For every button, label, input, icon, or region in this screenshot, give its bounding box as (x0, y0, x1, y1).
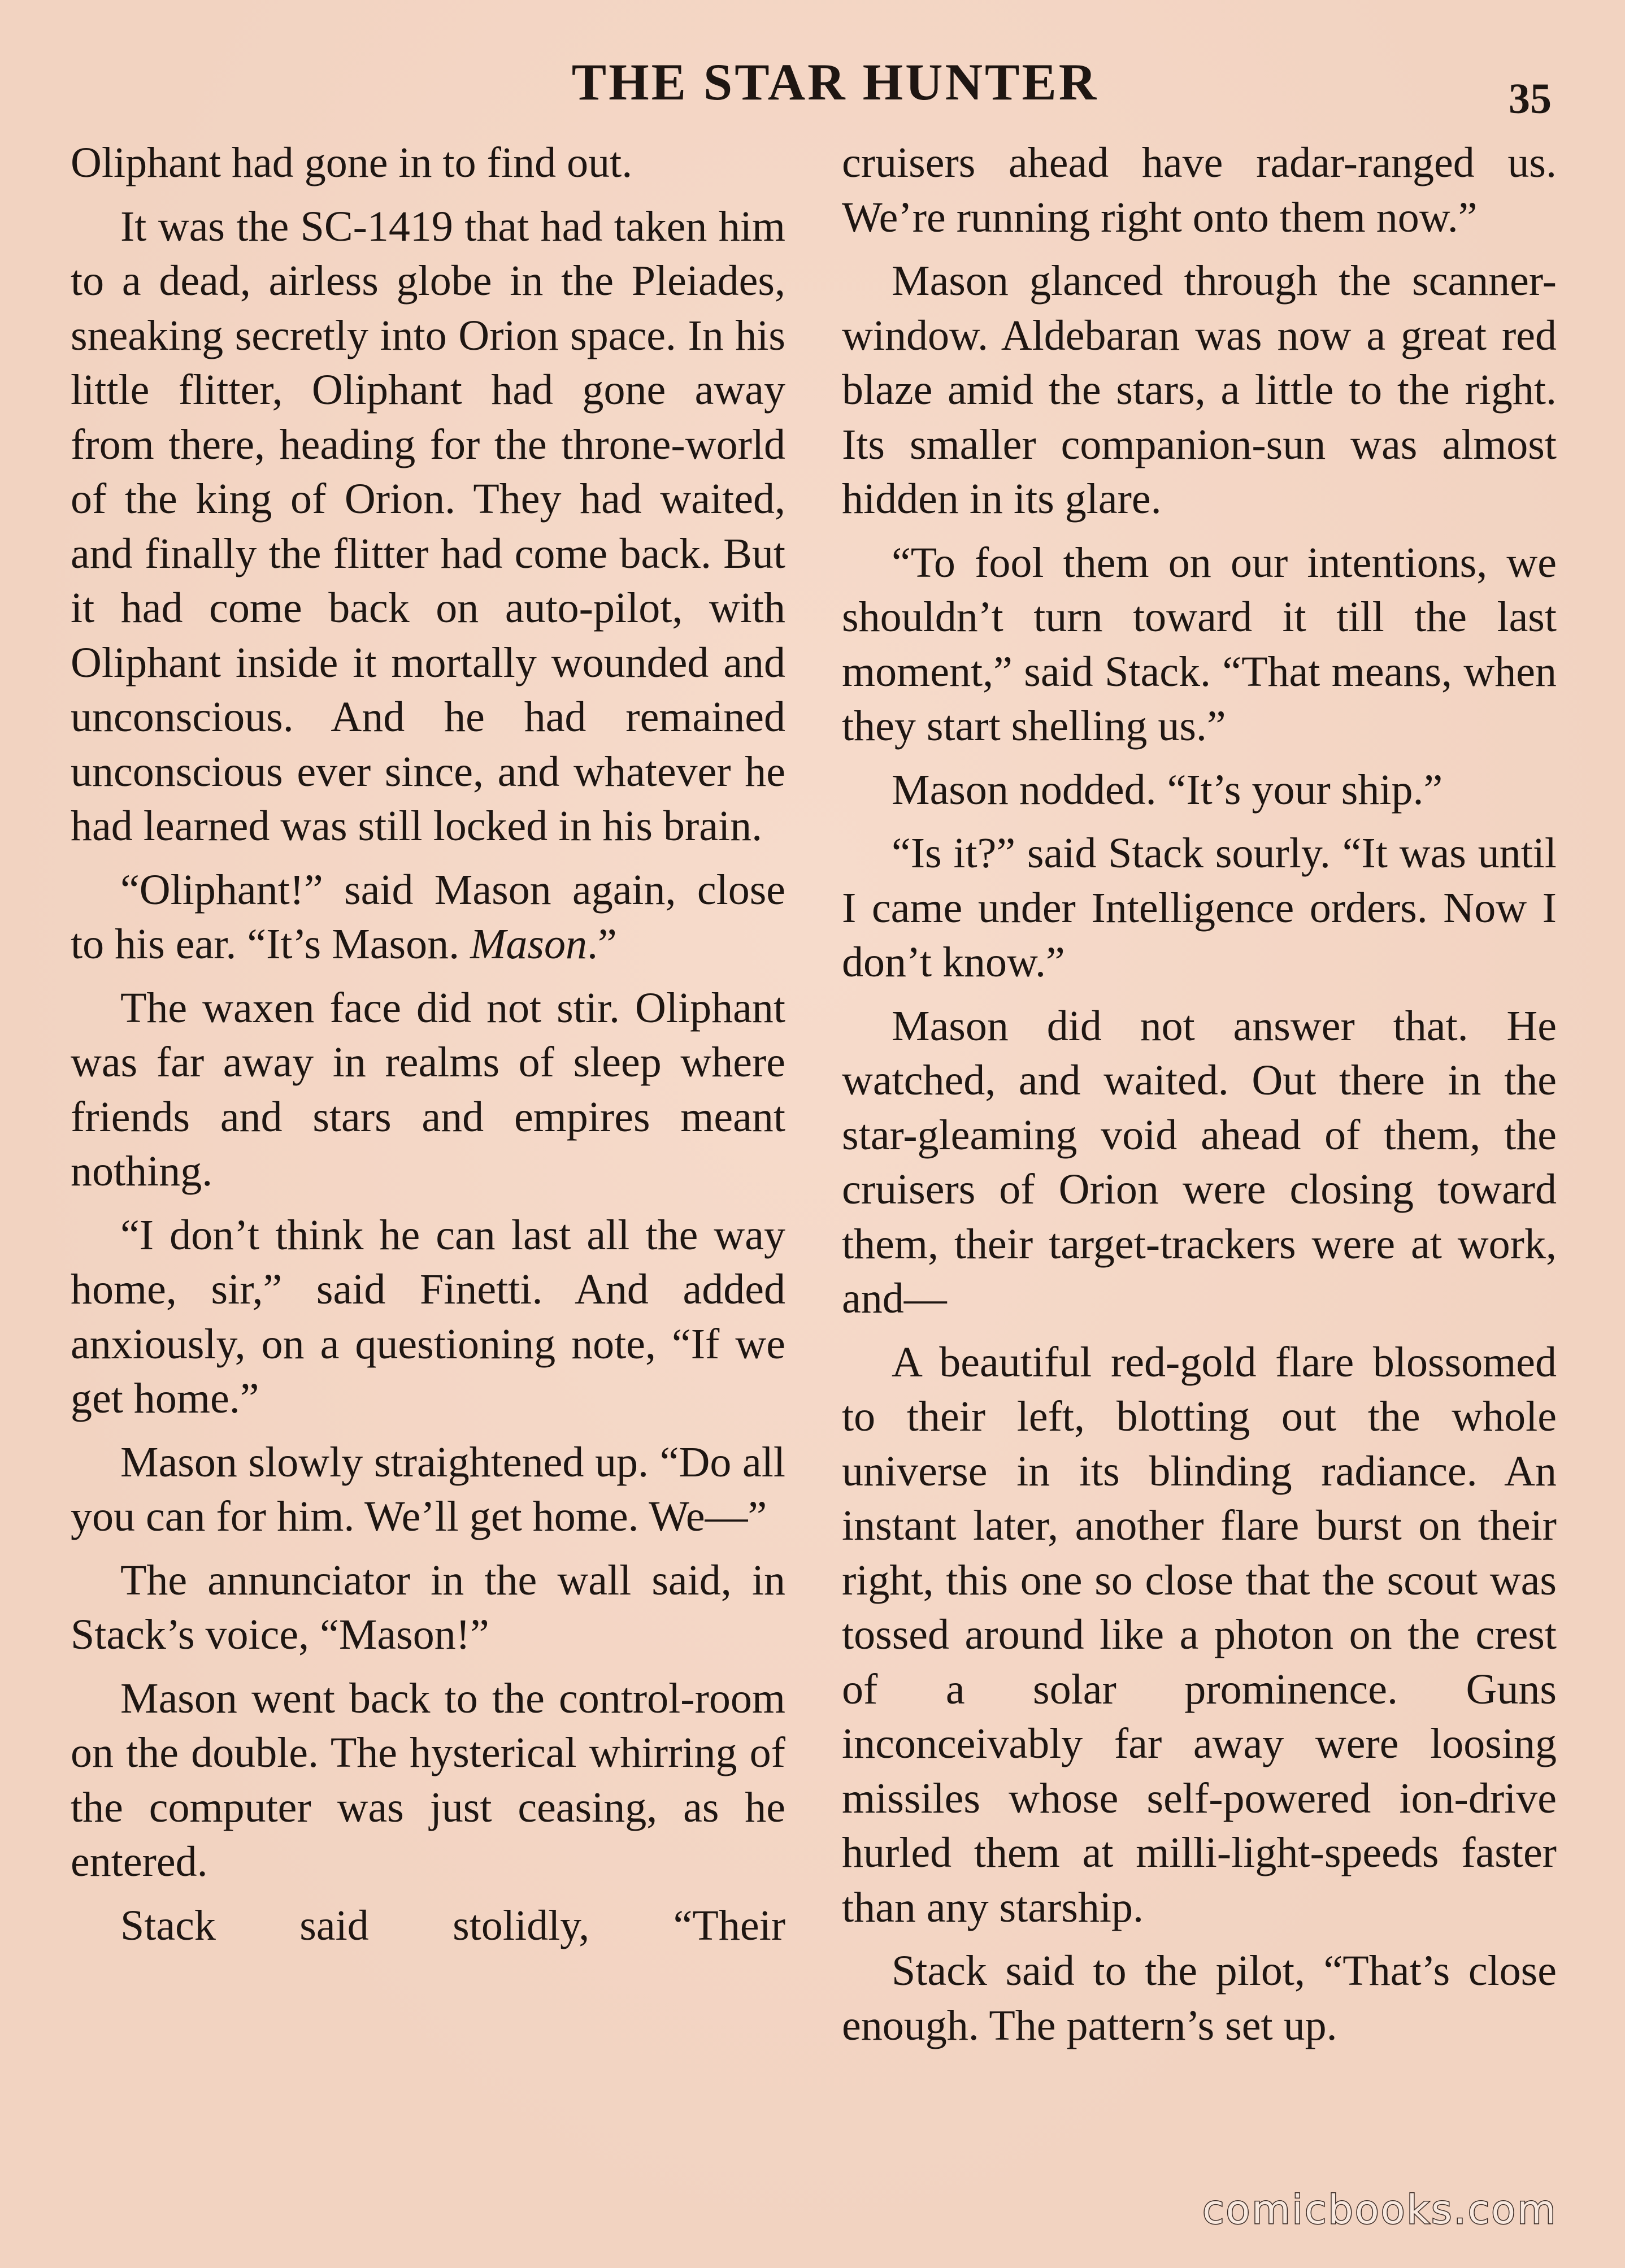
paragraph: The annunciator in the wall said, in Stack’s voice, “Mason!” (71, 1556, 785, 1658)
paragraph: A beautiful red-gold flare blossomed to their left, blotting out the whole universe in its blinding radiance. An instant later, another flare burst on their right, this one so close that the scout was tossed around like a photon on the crest of a solar prominence. Guns inconceivably far away were loosing missiles whose self-powered ion-drive hurled them at milli-light-speeds faster than any starship. (842, 1338, 1557, 1931)
paragraph: Mason went back to the control-room on the double. The hysterical whirring of the computer was just ceasing, as he entered. (71, 1674, 785, 1885)
paragraph-text: “Oliphant!” said Mason again, close to his ear. “It’s Mason. (71, 866, 785, 968)
paragraph: The waxen face did not stir. Oliphant was far away in realms of sleep where friends and stars and empires meant nothing. (71, 984, 785, 1195)
paragraph: “To fool them on our intentions, we shouldn’t turn toward it till the last moment,” said Stack. “That means, when they start shelling us.” (842, 538, 1557, 750)
running-title: THE STAR HUNTER (571, 53, 1099, 111)
right-column (842, 136, 1557, 2062)
paragraph: Stack said stolidly, “Their (120, 1901, 785, 1949)
left-column (71, 136, 785, 1962)
paragraph: Mason glanced through the scanner-window. Aldebaran was now a great red blaze amid the stars, a little to the right. Its smaller companion-sun was almost hidden in its glare. (842, 257, 1557, 523)
page-number: 35 (1509, 75, 1552, 123)
watermark: comicbooks.com (1202, 2187, 1558, 2233)
paragraph-text: .” (587, 920, 617, 968)
paragraph: “I don’t think he can last all the way home, sir,” said Finetti. And added anxiously, on a questioning note, “If we get home.” (71, 1211, 785, 1422)
paragraph: Oliphant had gone in to find out. (71, 139, 633, 186)
paragraph: cruisers ahead have radar-ranged us. We’re running right onto them now.” (842, 139, 1557, 241)
paragraph: Mason nodded. “It’s your ship.” (892, 766, 1443, 814)
running-head (0, 52, 1625, 112)
paragraph: Stack said to the pilot, “That’s close enough. The pattern’s set up. (842, 1947, 1557, 2049)
emphasis-text: Mason (470, 920, 588, 968)
paragraph: Mason slowly straightened up. “Do all you can for him. We’ll get home. We—” (71, 1438, 785, 1540)
paragraph (71, 863, 785, 972)
paragraph: It was the SC-1419 that had taken him to a dead, airless globe in the Pleiades, sneaking secretly into Orion space. In his little flitter, Oliphant had gone away from there, heading for the throne-world of the king of Orion. They had waited, and finally the flitter had come back. But it had come back on auto-pilot, with Oliphant inside it mortally wounded and unconscious. And he had remained unconscious ever since, and whatever he had learned was still locked in his brain. (71, 202, 785, 850)
paragraph: “Is it?” said Stack sourly. “It was until I came under Intelligence orders. Now I don’t know.” (842, 829, 1557, 986)
paragraph: Mason did not answer that. He watched, and waited. Out there in the star-gleaming void ahead of them, the cruisers of Orion were closing toward them, their target-trackers were at work, and— (842, 1002, 1557, 1322)
